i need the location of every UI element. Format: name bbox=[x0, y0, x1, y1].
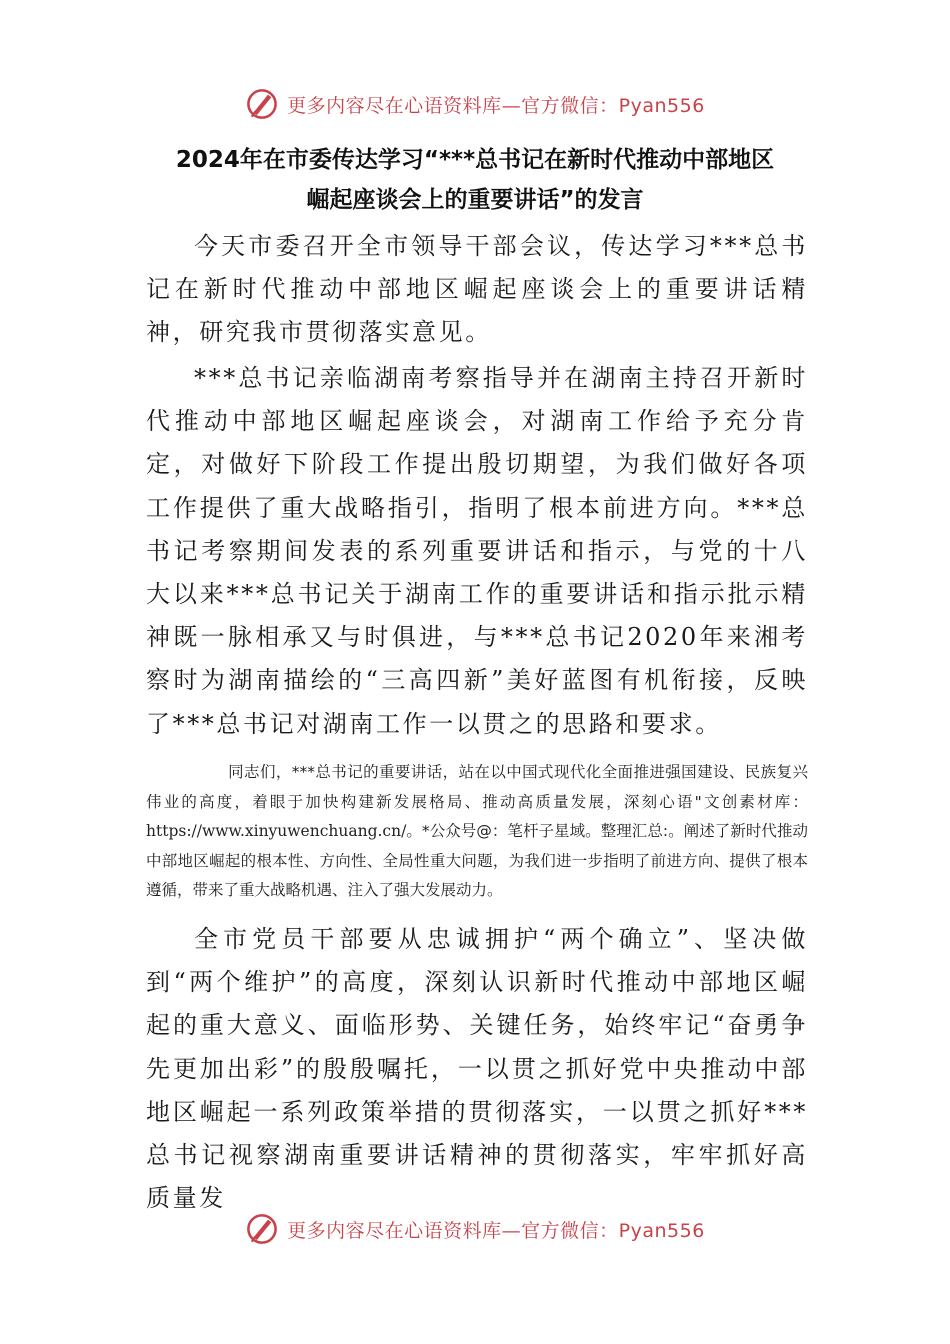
paragraph-1: 今天市委召开全市领导干部会议，传达学习***总书记在新时代推动中部地区崛起座谈会上的重要讲话精神，研究我市贯彻落实意见。 bbox=[146, 232, 808, 347]
paragraph-3: 全市党员干部要从忠诚拥护“两个确立”、坚决做到“两个维护”的高度，深刻认识新时代推动中部地区崛起的重大意义、面临形势、关键任务，始终牢记“奋勇争先更加出彩”的殷殷嘱托，一以贯之抓好党中央推动中部地区崛起一系列政策举措的贯彻落实，一以贯之抓好***总书记视察湖南重要讲话精神的贯彻落实，牢牢抓好高质量发 bbox=[146, 925, 808, 1213]
title-line-1: 2024年在市委传达学习“***总书记在新时代推动中部地区 bbox=[175, 147, 775, 173]
quill-logo-icon bbox=[245, 87, 279, 121]
footer-watermark-banner bbox=[0, 1207, 950, 1251]
banner-text: 更多内容尽在心语资料库—官方微信：Pyan556 bbox=[287, 94, 705, 117]
banner-handle: Pyan556 bbox=[618, 94, 705, 117]
note-text-a: 同志们，***总书记的重要讲话，站在以中国式现代化全面推进强国建设、民族复兴伟业的高度，着眼于加快构建新发展格局、推动高质量发展，深刻心语"文创素材库： bbox=[146, 763, 808, 811]
inserted-note-paragraph bbox=[146, 758, 808, 906]
note-url: https://www.xinyuwenchuang.cn/ bbox=[146, 822, 407, 840]
header-watermark-banner bbox=[0, 82, 950, 126]
banner-text: 更多内容尽在心语资料库—官方微信：Pyan556 bbox=[287, 1219, 705, 1242]
paragraph-2: ***总书记亲临湖南考察指导并在湖南主持召开新时代推动中部地区崛起座谈会，对湖南工作给予充分肯定，对做好下阶段工作提出殷切期望，为我们做好各项工作提供了重大战略指引，指明了根本前进方向。***总书记考察期间发表的系列重要讲话和指示，与党的十八大以来***总书记关于湖南工作的重要讲话和指示批示精神既一脉相承又与时俱进，与***总书记2020年来湘考察时为湖南描绘的“三高四新”美好蓝图有机衔接，反映了***总书记对湖南工作一以贯之的思路和要求。 bbox=[146, 364, 808, 738]
title-line-2: 崛起座谈会上的重要讲话”的发言 bbox=[306, 187, 644, 213]
note-text-b: 。*公众号@：笔杆子星域。整理汇总:。阐述了新时代推动中部地区崛起的根本性、方向性、全局性重大问题，为我们进一步指明了前进方向、提供了根本遵循，带来了重大战略机遇、注入了强大发展动力。 bbox=[146, 822, 808, 899]
document-title bbox=[130, 140, 820, 220]
banner-handle: Pyan556 bbox=[618, 1219, 705, 1242]
quill-logo-icon bbox=[245, 1212, 279, 1246]
